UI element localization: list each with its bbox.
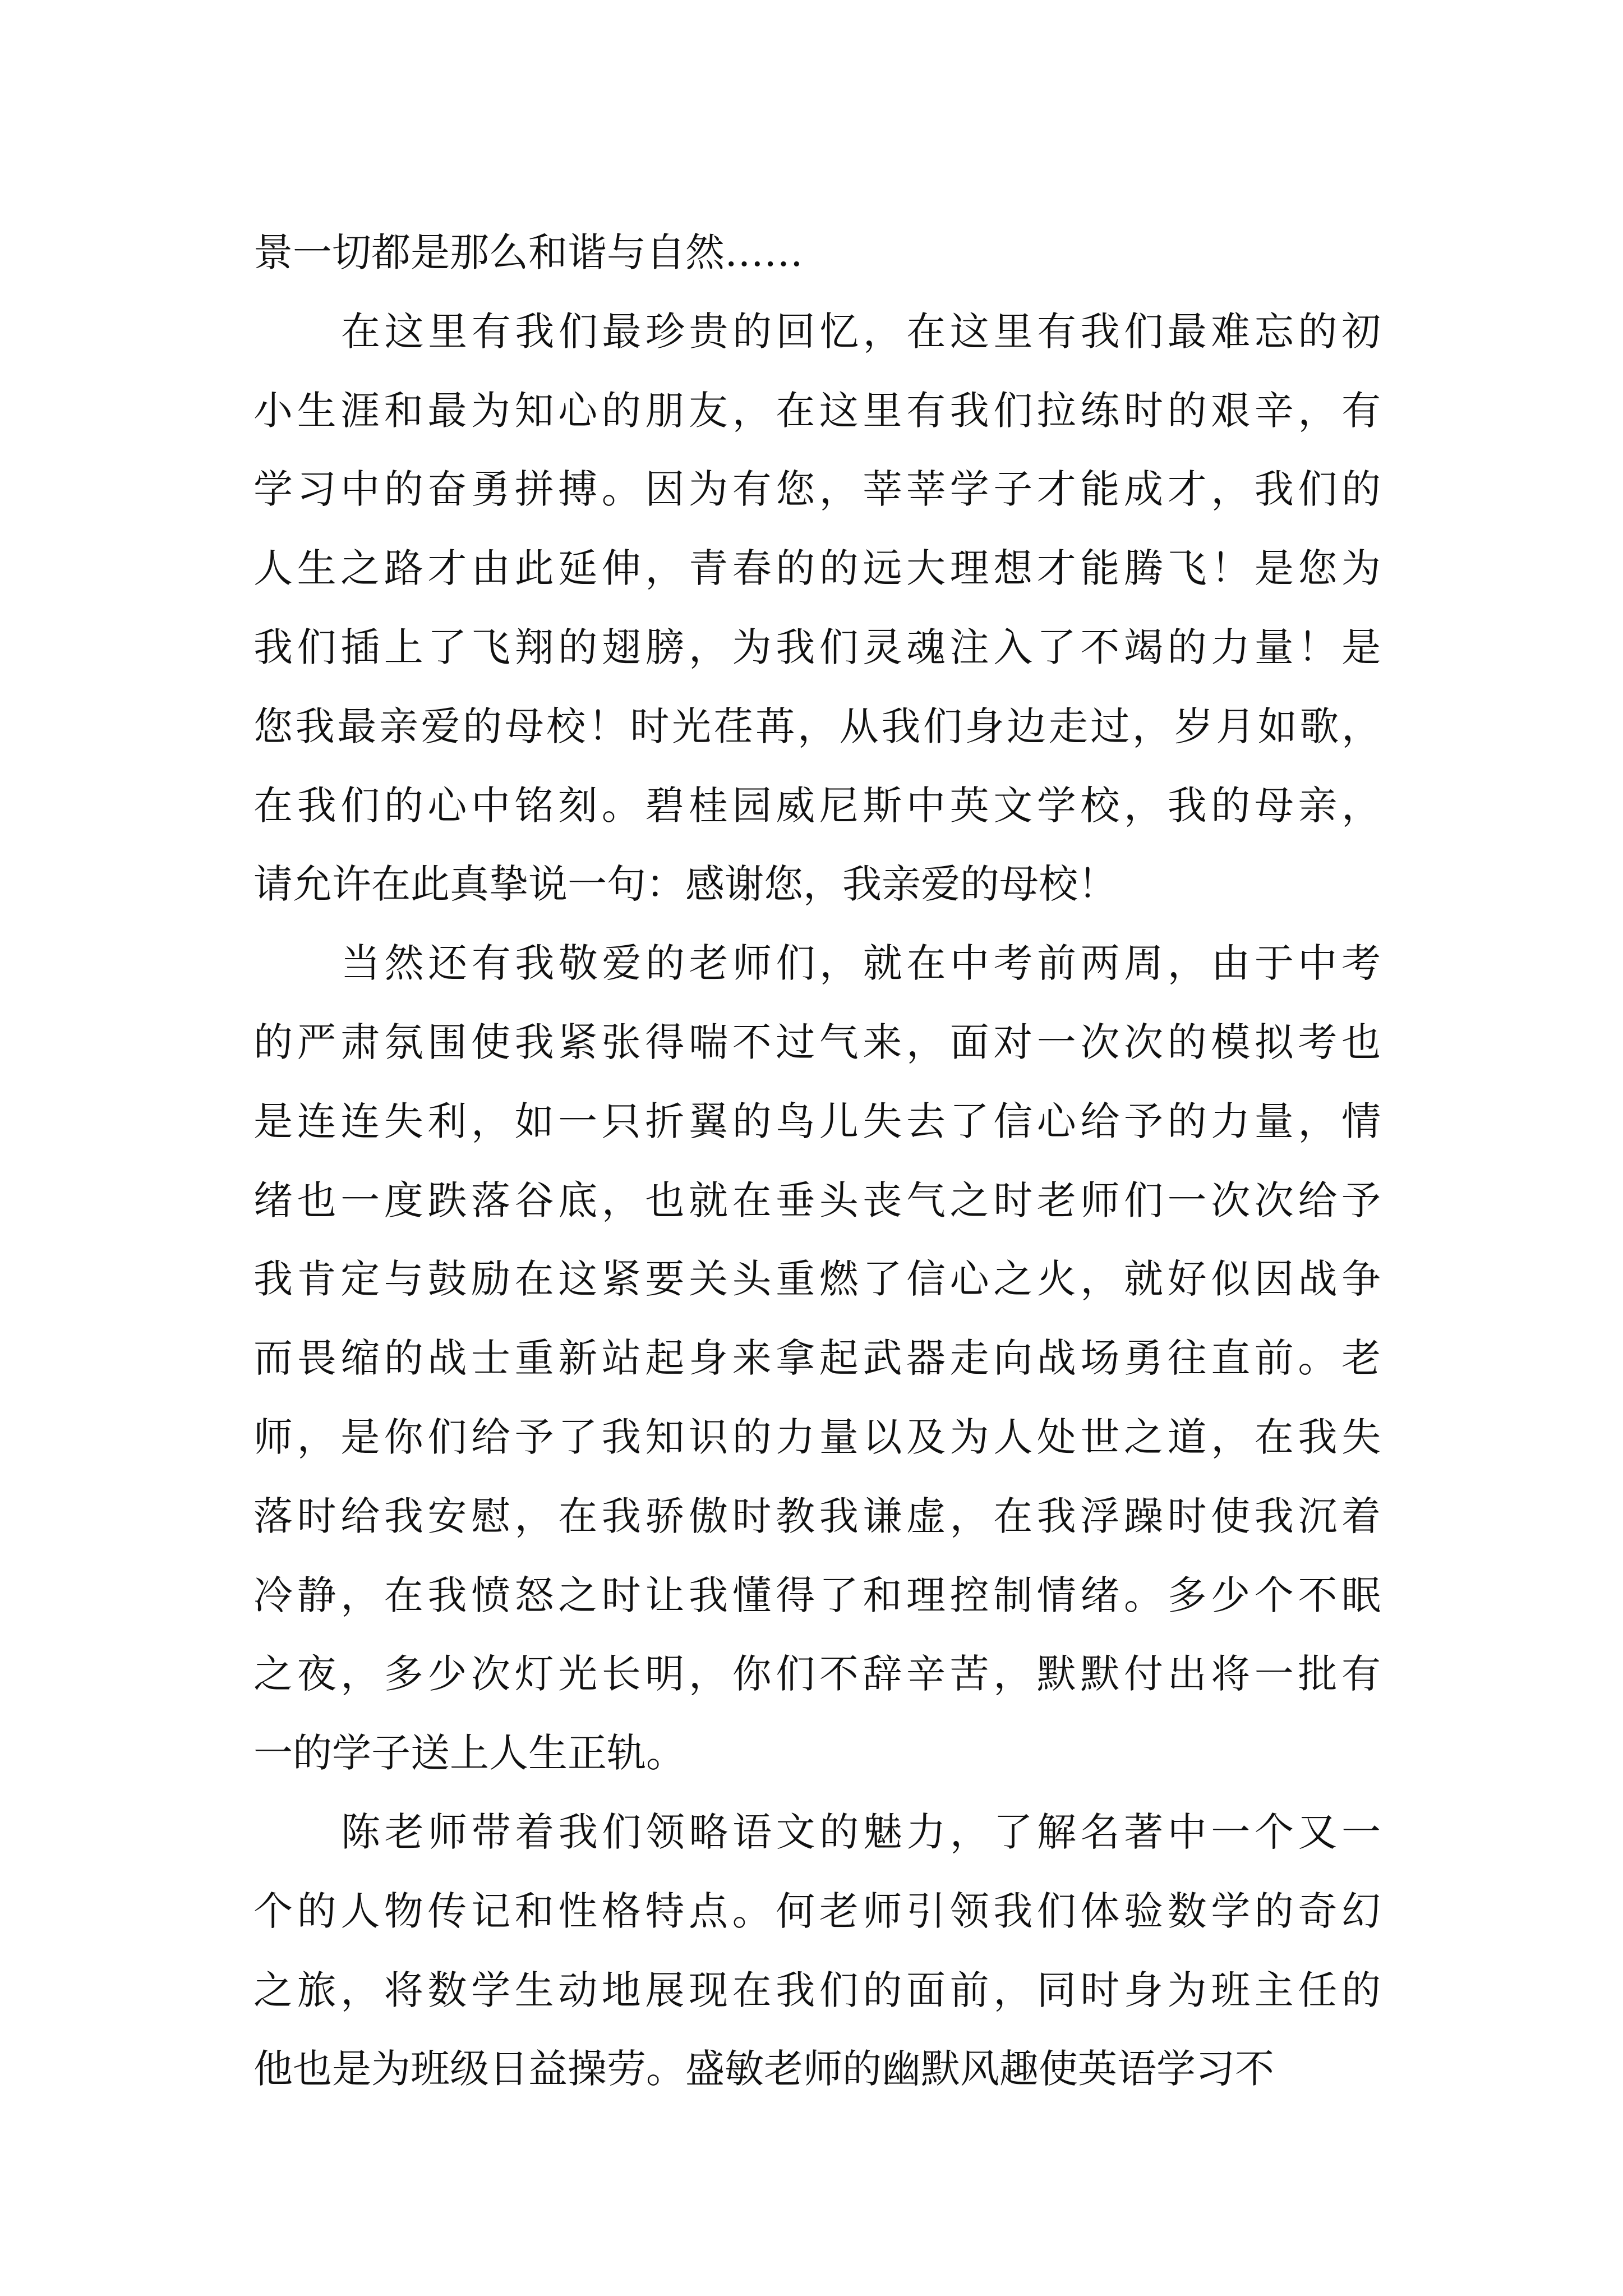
paragraph bbox=[253, 292, 1381, 924]
text-line: 师，是你们给予了我知识的力量以及为人处世之道，在我失 bbox=[253, 1414, 1381, 1460]
text-line: 请允许在此真挚说一句：感谢您，我亲爱的母校！ bbox=[253, 861, 1117, 908]
text-line: 的严肃氛围使我紧张得喘不过气来，面对一次次的模拟考也 bbox=[253, 1019, 1381, 1065]
text-line: 陈老师带着我们领略语文的魅力，了解名著中一个又一 bbox=[341, 1809, 1381, 1855]
paragraph bbox=[253, 924, 1381, 1793]
paragraph bbox=[253, 1793, 1381, 2109]
text-line: 景一切都是那么和谐与自然…… bbox=[253, 229, 803, 275]
text-line: 人生之路才由此延伸，青春的的远大理想才能腾飞！是您为 bbox=[253, 545, 1381, 592]
text-line: 个的人物传记和性格特点。何老师引领我们体验数学的奇幻 bbox=[253, 1888, 1381, 1934]
text-line: 小生涯和最为知心的朋友，在这里有我们拉练时的艰辛，有 bbox=[253, 387, 1381, 434]
text-line: 您我最亲爱的母校！时光荏苒，从我们身边走过，岁月如歌， bbox=[253, 703, 1381, 749]
text-line: 在这里有我们最珍贵的回忆，在这里有我们最难忘的初 bbox=[341, 308, 1381, 355]
text-line: 我们插上了飞翔的翅膀，为我们灵魂注入了不竭的力量！是 bbox=[253, 624, 1381, 670]
text-line: 我肯定与鼓励在这紧要关头重燃了信心之火，就好似因战争 bbox=[253, 1256, 1381, 1303]
text-line: 在我们的心中铭刻。碧桂园威尼斯中英文学校，我的母亲， bbox=[253, 782, 1381, 829]
text-line: 他也是为班级日益操劳。盛敏老师的幽默风趣使英语学习不 bbox=[253, 2046, 1274, 2092]
text-line: 之旅，将数学生动地展现在我们的面前，同时身为班主任的 bbox=[253, 1967, 1381, 2013]
text-line: 落时给我安慰，在我骄傲时教我谦虚，在我浮躁时使我沉着 bbox=[253, 1493, 1381, 1539]
text-line: 当然还有我敬爱的老师们，就在中考前两周，由于中考 bbox=[341, 940, 1381, 987]
text-line: 一的学子送上人生正轨。 bbox=[253, 1730, 685, 1777]
text-line: 学习中的奋勇拼搏。因为有您，莘莘学子才能成才，我们的 bbox=[253, 466, 1381, 513]
text-line: 而畏缩的战士重新站起身来拿起武器走向战场勇往直前。老 bbox=[253, 1335, 1381, 1382]
text-line: 冷静，在我愤怒之时让我懂得了和理控制情绪。多少个不眠 bbox=[253, 1572, 1381, 1618]
body-text bbox=[253, 213, 1381, 2109]
text-line: 是连连失利，如一只折翼的鸟儿失去了信心给予的力量，情 bbox=[253, 1098, 1381, 1144]
text-line: 之夜，多少次灯光长明，你们不辞辛苦，默默付出将一批有 bbox=[253, 1651, 1381, 1697]
text-line: 绪也一度跌落谷底，也就在垂头丧气之时老师们一次次给予 bbox=[253, 1177, 1381, 1223]
paragraph bbox=[253, 213, 1381, 292]
